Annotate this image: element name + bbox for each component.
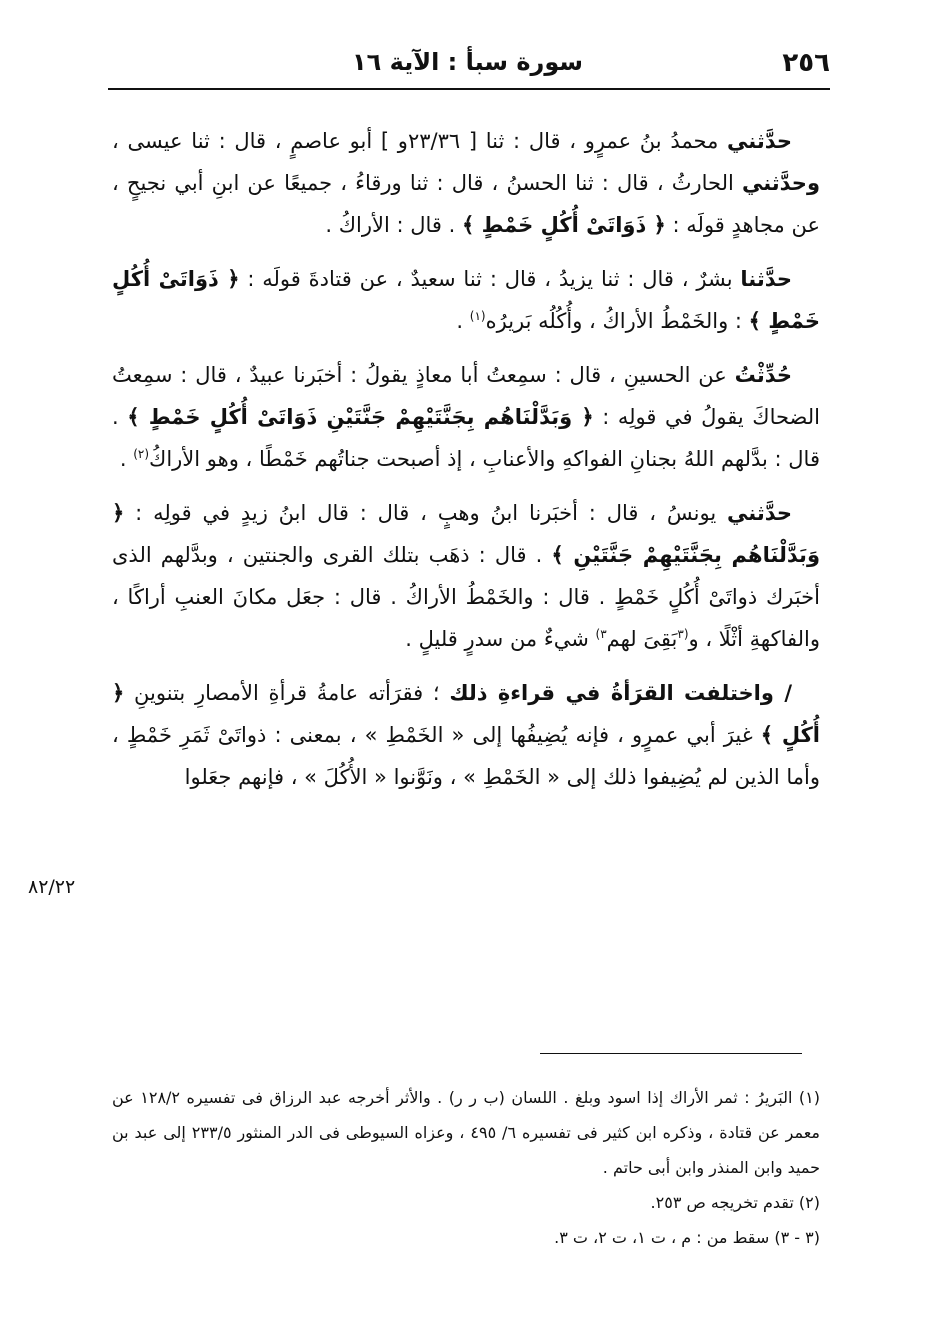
header-rule: [108, 88, 830, 90]
paragraph-text: .: [119, 447, 134, 471]
paragraph-5: [112, 672, 820, 798]
footnotes: [112, 1080, 820, 1255]
footnote-2: (٢) تقدم تخريجه ص ٢٥٣.: [650, 1193, 820, 1212]
paragraph-text: . قال : الأراكُ .: [325, 213, 462, 237]
footnote-rule: [540, 1053, 802, 1054]
paragraph-lead: حدَّثني: [727, 501, 792, 525]
paragraph-text: بَقِىَ لهم: [606, 627, 678, 651]
footnote-marker: (٢): [133, 447, 150, 461]
paragraph-text: محمدُ بنُ عمرٍو ، قال : ثنا [ ٢٣/٣٦و ] أبو عاصمٍ ، قال : ثنا عيسى ،: [112, 129, 728, 153]
paragraph-text: عن الحسينِ ، قال : سمِعتُ أبا معاذٍ يقولُ : أخبَرنا عبيدٌ ، قال : سمِعتُ الضحاكَ يقولُ في قولِه :: [112, 363, 820, 429]
paragraph-text: : والخَمْطُ الأراكُ ، وأُكُلُه بَريرُه: [485, 309, 749, 333]
footnote-3: (٣ - ٣) سقط من : م ، ت ١، ت ٢، ت ٣.: [554, 1228, 820, 1247]
paragraph-text: الحارثُ ، قال : ثنا الحسنُ ، قال : ثنا ورقاءُ ، جميعًا عن ابنِ أبي نجيحٍ ، عن مجاهدٍ قولَه :: [112, 171, 820, 237]
quran-quote: ﴿ أُكُلٍ ﴾: [112, 681, 820, 747]
paragraph-text: شيءٌ من سدرٍ قليلٍ .: [405, 627, 596, 651]
paragraph-lead: / واختلفت القرَأةُ في قراءةِ ذلك: [449, 681, 792, 705]
paragraph-4: [112, 492, 820, 660]
quran-quote: ﴿ ذَوَاتَىْ أُكُلٍ خَمْطٍ ﴾: [461, 213, 666, 237]
footnote-marker: ٣): [595, 627, 607, 641]
paragraph-lead: حدَّثنا: [740, 267, 792, 291]
paragraph-1: [112, 120, 820, 246]
footnote-1: (١) البَريرُ : ثمر الأراك إذا اسود وبلغ . اللسان (ب ر ر) . والأثر أخرجه عبد الرزاق فى تفسيره ١٢٨/٢ عن معمر عن قتادة ، وذكره ابن كثير فى تفسيره ٦/ ٤٩٥ ، وعزاه السيوطى فى الدر المنثور ٢٣٣/٥ إلى عبد بن حميد وابن المنذر وابن أبى حاتم .: [112, 1088, 821, 1177]
footnote-marker: (٣: [677, 627, 689, 641]
paragraph-text: . قال : ذهَب بتلك القرى والجنتين ، وبدَّلهم الذى أخبَرك ذواتَىْ أُكُلٍ خَمْطٍ . قال : والخَمْطُ الأراكُ . قال : جعَل مكانَ العنبِ أراكًا ، والفاكهةِ أثْلًا ، و: [112, 543, 820, 651]
paragraph-text: غيرَ أبي عمرٍو ، فإنه يُضِيفُها إلى « الخَمْطِ » ، بمعنى : ذواتَىْ ثَمَرِ خَمْطٍ ، وأما الذين لم يُضِيفوا ذلك إلى « الخَمْطِ » ، ونَوَّنوا « الأُكُلَ » ، فإنهم جعَلوا: [112, 723, 820, 789]
main-text: [112, 120, 820, 810]
quran-quote: ﴿ ذَوَاتَىْ أُكُلٍ خَمْطٍ ﴾: [112, 267, 820, 333]
quran-quote: ﴿ وَبَدَّلْنَاهُم بِجَنَّتَيْهِمْ جَنَّتَيْنِ ﴾: [112, 501, 820, 567]
page-header: [105, 42, 830, 86]
margin-reference: ٨٢/٢٢: [28, 876, 76, 898]
paragraph-lead: حدَّثني: [727, 129, 792, 153]
page-number: ٢٥٦: [782, 48, 830, 78]
footnote-marker: (١): [469, 309, 486, 323]
paragraph-lead: حُدِّثْتُ: [734, 363, 792, 387]
paragraph-2: [112, 258, 820, 342]
paragraph-text: بشرٌ ، قال : ثنا يزيدُ ، قال : ثنا سعيدٌ ، عن قتادةَ قولَه :: [239, 267, 741, 291]
paragraph-text: ؛ فقرَأته عامةُ قرأةِ الأمصارِ بتنوينِ: [124, 681, 450, 705]
paragraph-text: . قال : بدَّلهم اللهُ بجنانِ الفواكهِ والأعنابِ ، إذ أصبحت جناتُهم خَمْطًا ، وهو الأراكُ: [112, 405, 820, 471]
paragraph-text: .: [456, 309, 470, 333]
running-head: سورة سبأ : الآية ١٦: [351, 48, 584, 76]
paragraph-3: [112, 354, 820, 480]
quran-quote: ﴿ وَبَدَّلْنَاهُم بِجَنَّتَيْهِمْ جَنَّتَيْنِ ذَوَاتَىْ أُكُلٍ خَمْطٍ ﴾: [127, 405, 594, 429]
paragraph-text: يونسُ ، قال : أخبَرنا ابنُ وهبٍ ، قال : قال ابنُ زيدٍ في قولِه :: [124, 501, 728, 525]
paragraph-lead: وحدَّثني: [741, 171, 820, 195]
